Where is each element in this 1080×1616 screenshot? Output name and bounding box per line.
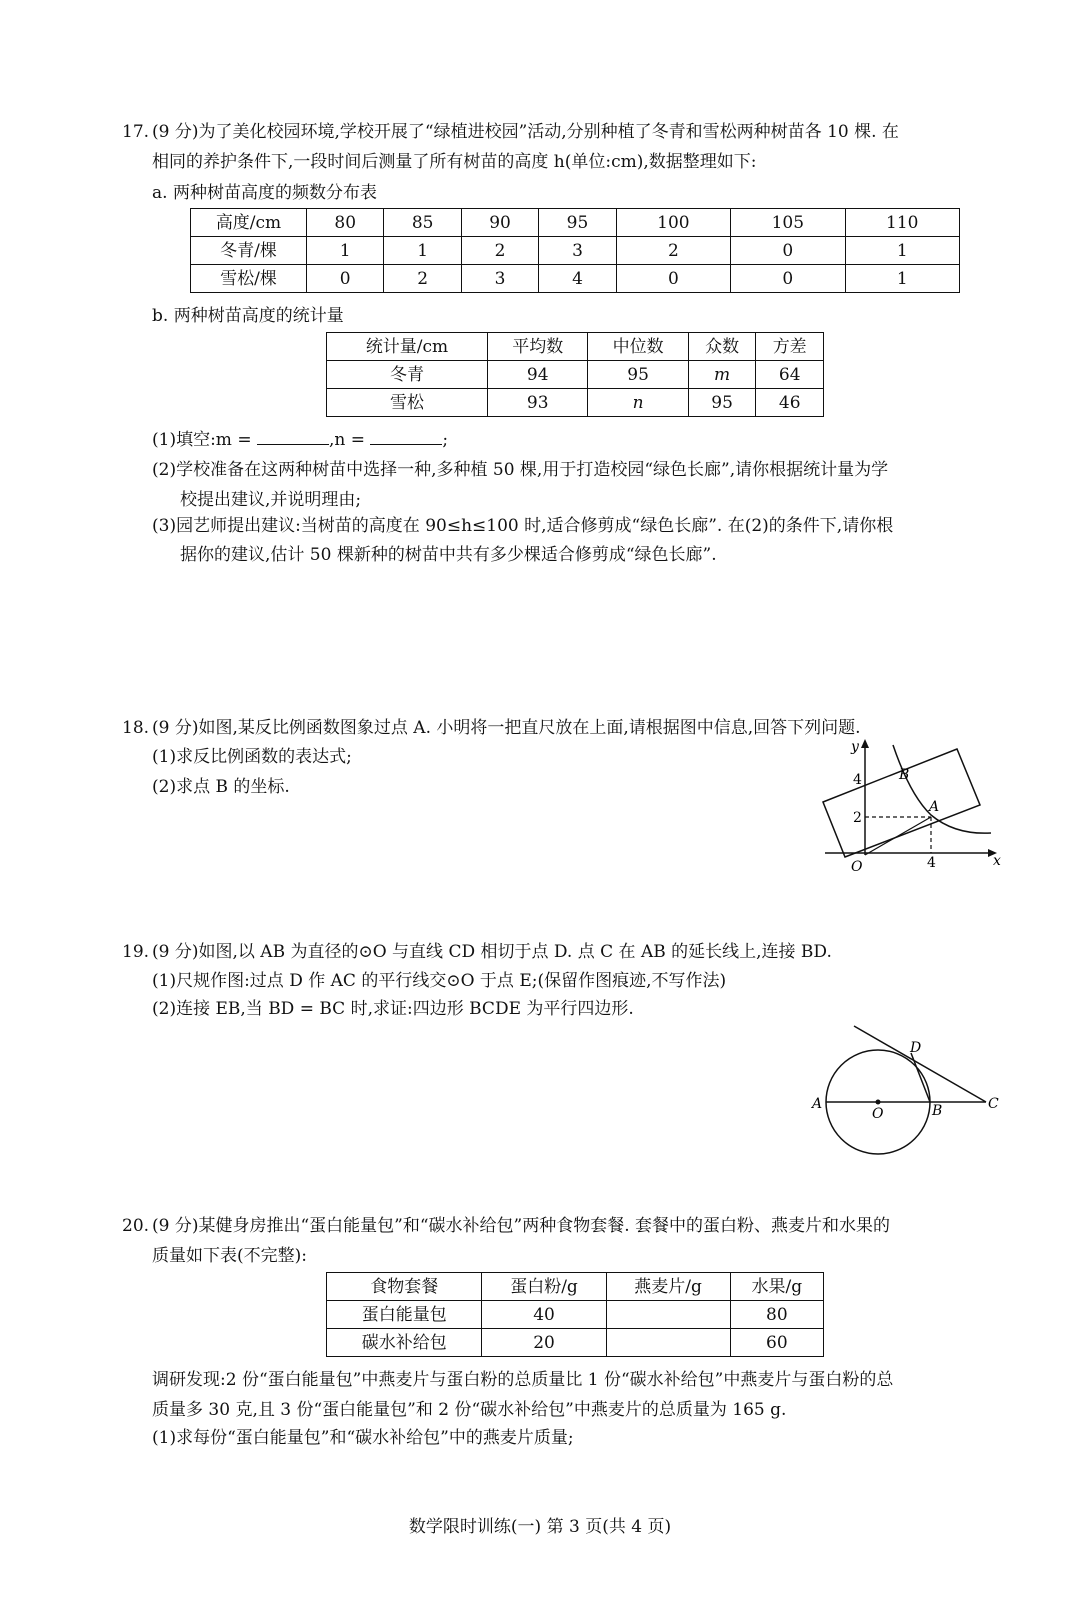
table-row (327, 333, 824, 361)
segment-oa (865, 817, 931, 855)
table-row (327, 1329, 824, 1357)
table-cell: 95 (539, 209, 616, 237)
table-cell: 4 (539, 265, 616, 293)
table-cell: 0 (616, 265, 730, 293)
table-cell: 94 (488, 361, 588, 389)
table-cell: 20 (482, 1329, 606, 1357)
center-dot (876, 1100, 881, 1105)
q17-table-a-title: a. 两种树苗高度的频数分布表 (152, 183, 377, 203)
table-cell: 64 (756, 361, 824, 389)
table-cell: 水果/g (730, 1273, 823, 1301)
label-d: D (910, 1040, 922, 1056)
tick-y-2: 2 (853, 810, 862, 826)
table-cell: 1 (384, 237, 461, 265)
q20-para2: 质量多 30 克,且 3 份“蛋白能量包”和 2 份“碳水补给包”中燕麦片的总质量为 165 g. (152, 1400, 787, 1420)
table-cell: 食物套餐 (327, 1273, 482, 1301)
table-cell: 高度/cm (191, 209, 307, 237)
q20-stem-line2: 质量如下表(不完整): (152, 1246, 307, 1266)
q20-para1: 调研发现:2 份“蛋白能量包”中燕麦片与蛋白粉的总质量比 1 份“碳水补给包”中燕麦片与蛋白粉的总 (152, 1370, 894, 1390)
q17-stem-line2: 相同的养护条件下,一段时间后测量了所有树苗的高度 h(单位:cm),数据整理如下: (152, 152, 757, 172)
q19-sub2: (2)连接 EB,当 BD = BC 时,求证:四边形 BCDE 为平行四边形. (152, 999, 634, 1019)
q18-figure (815, 735, 1005, 875)
label-a: A (929, 799, 940, 815)
label-b: B (899, 767, 910, 783)
table-cell: 0 (731, 237, 845, 265)
table-cell: 3 (539, 237, 616, 265)
sub1-label-m: (1)填空:m = (152, 430, 252, 450)
table-cell: 80 (730, 1301, 823, 1329)
table-cell: 平均数 (488, 333, 588, 361)
table-cell: n (588, 389, 688, 417)
q20-stem-line1: (9 分)某健身房推出“蛋白能量包”和“碳水补给包”两种食物套餐. 套餐中的蛋白粉、燕麦片和水果的 (152, 1216, 891, 1236)
table-cell: 80 (307, 209, 384, 237)
table-cell: 110 (845, 209, 960, 237)
table-cell: 100 (616, 209, 730, 237)
blank-m[interactable] (257, 430, 329, 445)
q17-sub1 (152, 428, 448, 452)
table-cell: 60 (730, 1329, 823, 1357)
table-cell: 1 (845, 237, 960, 265)
table-cell: 40 (482, 1301, 606, 1329)
table-cell: 3 (461, 265, 538, 293)
q17-sub3-line2: 据你的建议,估计 50 棵新种的树苗中共有多少棵适合修剪成“绿色长廊”. (180, 545, 717, 565)
table-cell: 2 (384, 265, 461, 293)
table-row (327, 389, 824, 417)
label-b: B (932, 1103, 943, 1119)
food-table (326, 1272, 824, 1357)
table-cell: 蛋白能量包 (327, 1301, 482, 1329)
q19-figure (810, 1018, 1010, 1168)
table-cell: 1 (307, 237, 384, 265)
table-cell: 中位数 (588, 333, 688, 361)
label-o: O (872, 1106, 884, 1122)
table-row (327, 1301, 824, 1329)
table-cell: 90 (461, 209, 538, 237)
table-cell: 冬青/棵 (191, 237, 307, 265)
table-cell: 冬青 (327, 361, 488, 389)
table-cell: 93 (488, 389, 588, 417)
table-cell: 46 (756, 389, 824, 417)
table-cell: 众数 (688, 333, 756, 361)
label-y: y (851, 739, 859, 755)
q18-sub1: (1)求反比例函数的表达式; (152, 747, 352, 767)
table-cell (606, 1301, 730, 1329)
q17-sub2-line1: (2)学校准备在这两种树苗中选择一种,多种植 50 棵,用于打造校园“绿色长廊”,请你根据统计量为学 (152, 460, 889, 480)
page-footer: 数学限时训练(一) 第 3 页(共 4 页) (408, 1517, 672, 1537)
ruler (823, 749, 980, 857)
q17-stem-line1: (9 分)为了美化校园环境,学校开展了“绿植进校园”活动,分别种植了冬青和雪松两种树苗各 10 棵. 在 (152, 122, 899, 142)
q18-stem: (9 分)如图,某反比例函数图象过点 A. 小明将一把直尺放在上面,请根据图中信息,回答下列问题. (152, 718, 861, 738)
table-cell: 2 (616, 237, 730, 265)
frequency-table (190, 208, 960, 293)
q17-number: 17. (122, 122, 150, 142)
table-cell: 95 (688, 389, 756, 417)
q20-sub1: (1)求每份“蛋白能量包”和“碳水补给包”中的燕麦片质量; (152, 1428, 574, 1448)
q19-number: 19. (122, 942, 150, 962)
table-row (327, 361, 824, 389)
sub1-end: ; (442, 430, 449, 450)
q18-number: 18. (122, 718, 150, 738)
q17-table-b-title: b. 两种树苗高度的统计量 (152, 306, 344, 326)
table-cell: 1 (845, 265, 960, 293)
label-o: O (851, 859, 863, 875)
table-row (191, 237, 960, 265)
label-x: x (993, 853, 1001, 869)
q19-stem: (9 分)如图,以 AB 为直径的⊙O 与直线 CD 相切于点 D. 点 C 在 AB 的延长线上,连接 BD. (152, 942, 832, 962)
table-cell: 碳水补给包 (327, 1329, 482, 1357)
table-cell: 雪松 (327, 389, 488, 417)
table-cell: 雪松/棵 (191, 265, 307, 293)
q18-sub2: (2)求点 B 的坐标. (152, 777, 290, 797)
table-cell: 0 (731, 265, 845, 293)
label-c: C (988, 1096, 999, 1112)
q17-sub2-line2: 校提出建议,并说明理由; (180, 490, 362, 510)
sub1-label-n: ,n = (328, 430, 365, 450)
table-cell: 105 (731, 209, 845, 237)
y-arrow-icon (861, 739, 869, 748)
table-cell: 方差 (756, 333, 824, 361)
table-cell (606, 1329, 730, 1357)
table-row (327, 1273, 824, 1301)
table-cell: 2 (461, 237, 538, 265)
table-cell: 蛋白粉/g (482, 1273, 606, 1301)
blank-n[interactable] (370, 430, 442, 445)
label-a: A (812, 1096, 823, 1112)
tick-x-4: 4 (927, 855, 936, 871)
q17-sub3-line1: (3)园艺师提出建议:当树苗的高度在 90≤h≤100 时,适合修剪成“绿色长廊”. 在(2)的条件下,请你根 (152, 516, 894, 536)
q19-sub1: (1)尺规作图:过点 D 作 AC 的平行线交⊙O 于点 E;(保留作图痕迹,不写作法) (152, 971, 727, 991)
table-row (191, 209, 960, 237)
statistics-table (326, 332, 824, 417)
tangent-cd (854, 1026, 986, 1102)
tick-y-4: 4 (853, 772, 862, 788)
table-cell: 燕麦片/g (606, 1273, 730, 1301)
table-cell: m (688, 361, 756, 389)
table-cell: 统计量/cm (327, 333, 488, 361)
table-cell: 0 (307, 265, 384, 293)
table-row (191, 265, 960, 293)
table-cell: 95 (588, 361, 688, 389)
table-cell: 85 (384, 209, 461, 237)
q20-number: 20. (122, 1216, 150, 1236)
segment-bd (911, 1053, 930, 1102)
